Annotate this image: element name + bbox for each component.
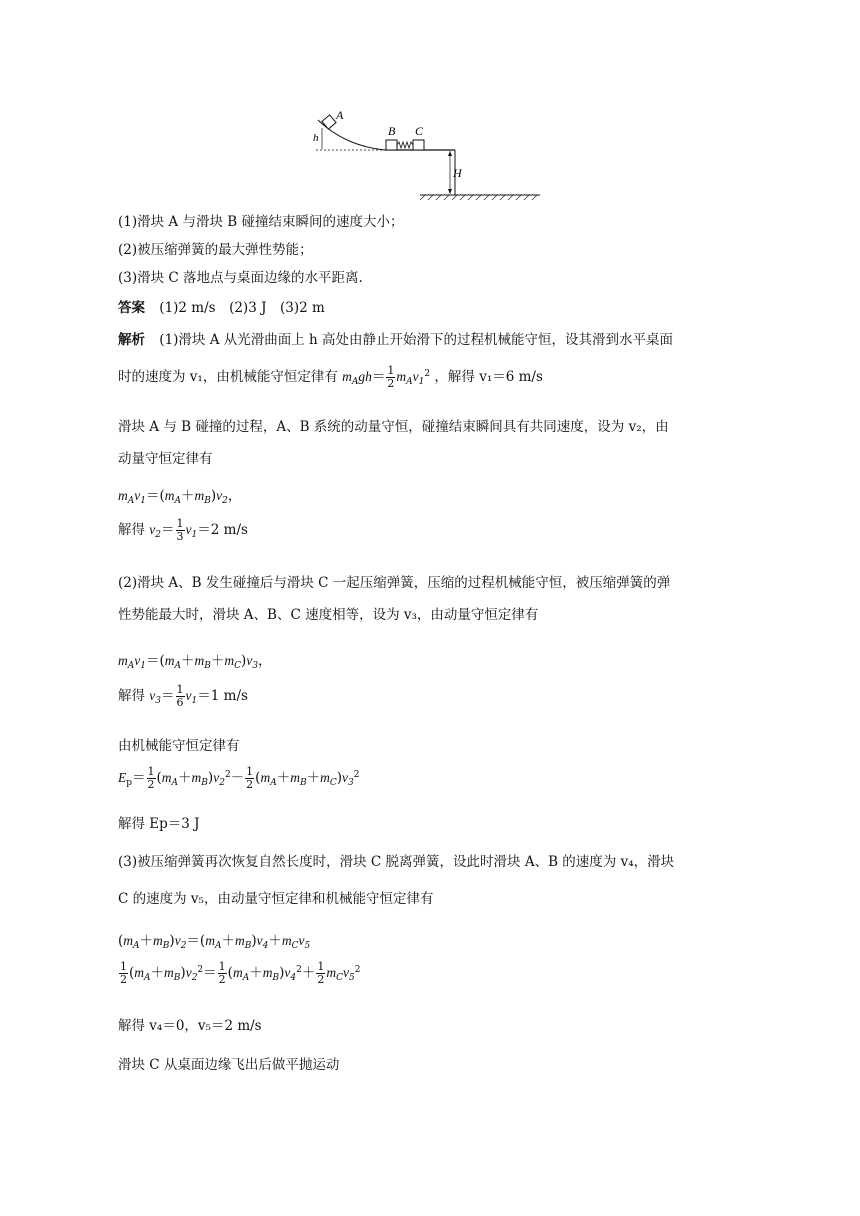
energy-intro: 由机械能守恒定律有 (118, 738, 240, 754)
question-1: (1)滑块 A 与滑块 B 碰撞结束瞬间的速度大小； (118, 214, 404, 230)
analysis-p1b-post: ，解得 v₁＝6 m/s (434, 369, 543, 385)
eq-momentum-2: $m_Av_1=(m_A+m_B+m_C)v_3$， (118, 653, 272, 671)
analysis-last: 滑块 C 从桌面边缘飞出后做平抛运动 (118, 1057, 340, 1073)
eq-momentum-3: $(m_A+m_B)v_2=(m_A+m_B)v_4+m_Cv_5$ (118, 933, 311, 951)
analysis-p2a: 滑块 A 与 B 碰撞的过程，A、B 系统的动量守恒，碰撞结束瞬间具有共同速度，设为 v₂，由 (118, 419, 669, 435)
analysis-p2b: 动量守恒定律有 (118, 451, 213, 467)
label-c: C (415, 124, 424, 138)
analysis-p4b: C 的速度为 v₅，由动量守恒定律和机械能守恒定律有 (118, 891, 434, 907)
analysis-line-1 (118, 330, 673, 350)
answer-content: (1)2 m/s (2)3 J (3)2 m (159, 300, 325, 316)
spring (397, 142, 413, 148)
question-2: (2)被压缩弹簧的最大弹性势能； (118, 242, 313, 258)
label-h: h (313, 132, 319, 144)
eq-energy-1: $m_Agh=$ $\frac{1}{2}$ $m_Av_1^2$ (342, 364, 431, 390)
eq-v3-result: 解得 $v_3=$ $\frac{1}{6}$ $v_1=1$ m/s (118, 683, 248, 709)
v45-result: 解得 v₄＝0，v₅＝2 m/s (118, 1018, 262, 1034)
analysis-p1b-pre: 时的速度为 v₁，由机械能守恒定律有 (118, 369, 338, 385)
eq-momentum-1: $m_Av_1=(m_A+m_B)v_2$， (118, 488, 242, 506)
eq-ep: $E_p=$ $\frac{1}{2}$ $(m_A+m_B)v_2^2-$ $\frac{1}{2}$ $(m_A+m_B+m_C)v_3^2$ (118, 765, 360, 791)
question-3: (3)滑块 C 落地点与桌面边缘的水平距离. (118, 270, 363, 286)
analysis-p3b: 性势能最大时，滑块 A、B、C 速度相等，设为 v₃，由动量守恒定律有 (118, 607, 539, 623)
ep-result: 解得 Ep＝3 J (118, 816, 200, 832)
answer-line (118, 298, 325, 318)
analysis-p3a: (2)滑块 A、B 发生碰撞后与滑块 C 一起压缩弹簧，压缩的过程机械能守恒，被压缩弹簧的弹 (118, 575, 671, 591)
analysis-label: 解析 (118, 332, 145, 348)
label-H: H (453, 166, 462, 180)
block-a (322, 115, 336, 129)
physics-figure (0, 0, 860, 200)
eq-energy-3: $\frac{1}{2}$ $(m_A+m_B)v_2^2=$ $\frac{1}{2}$ $(m_A+m_B)v_4^2+$ $\frac{1}{2}$ $m_Cv_5^2$ (120, 960, 361, 986)
eq-v2-result: 解得 $v_2=$ $\frac{1}{3}$ $v_1=2$ m/s (118, 517, 248, 543)
block-b (386, 140, 397, 150)
label-b: B (388, 124, 396, 138)
analysis-p1a: (1)滑块 A 从光滑曲面上 h 高处由静止开始滑下的过程机械能守恒，设其滑到水平桌面 (159, 332, 674, 348)
label-a: A (336, 108, 344, 122)
block-c (413, 140, 424, 150)
analysis-p4a: (3)被压缩弹簧再次恢复自然长度时，滑块 C 脱离弹簧，设此时滑块 A、B 的速度为 v₄，滑块 (118, 854, 675, 870)
analysis-line-2 (118, 364, 543, 392)
answer-label: 答案 (118, 300, 145, 316)
